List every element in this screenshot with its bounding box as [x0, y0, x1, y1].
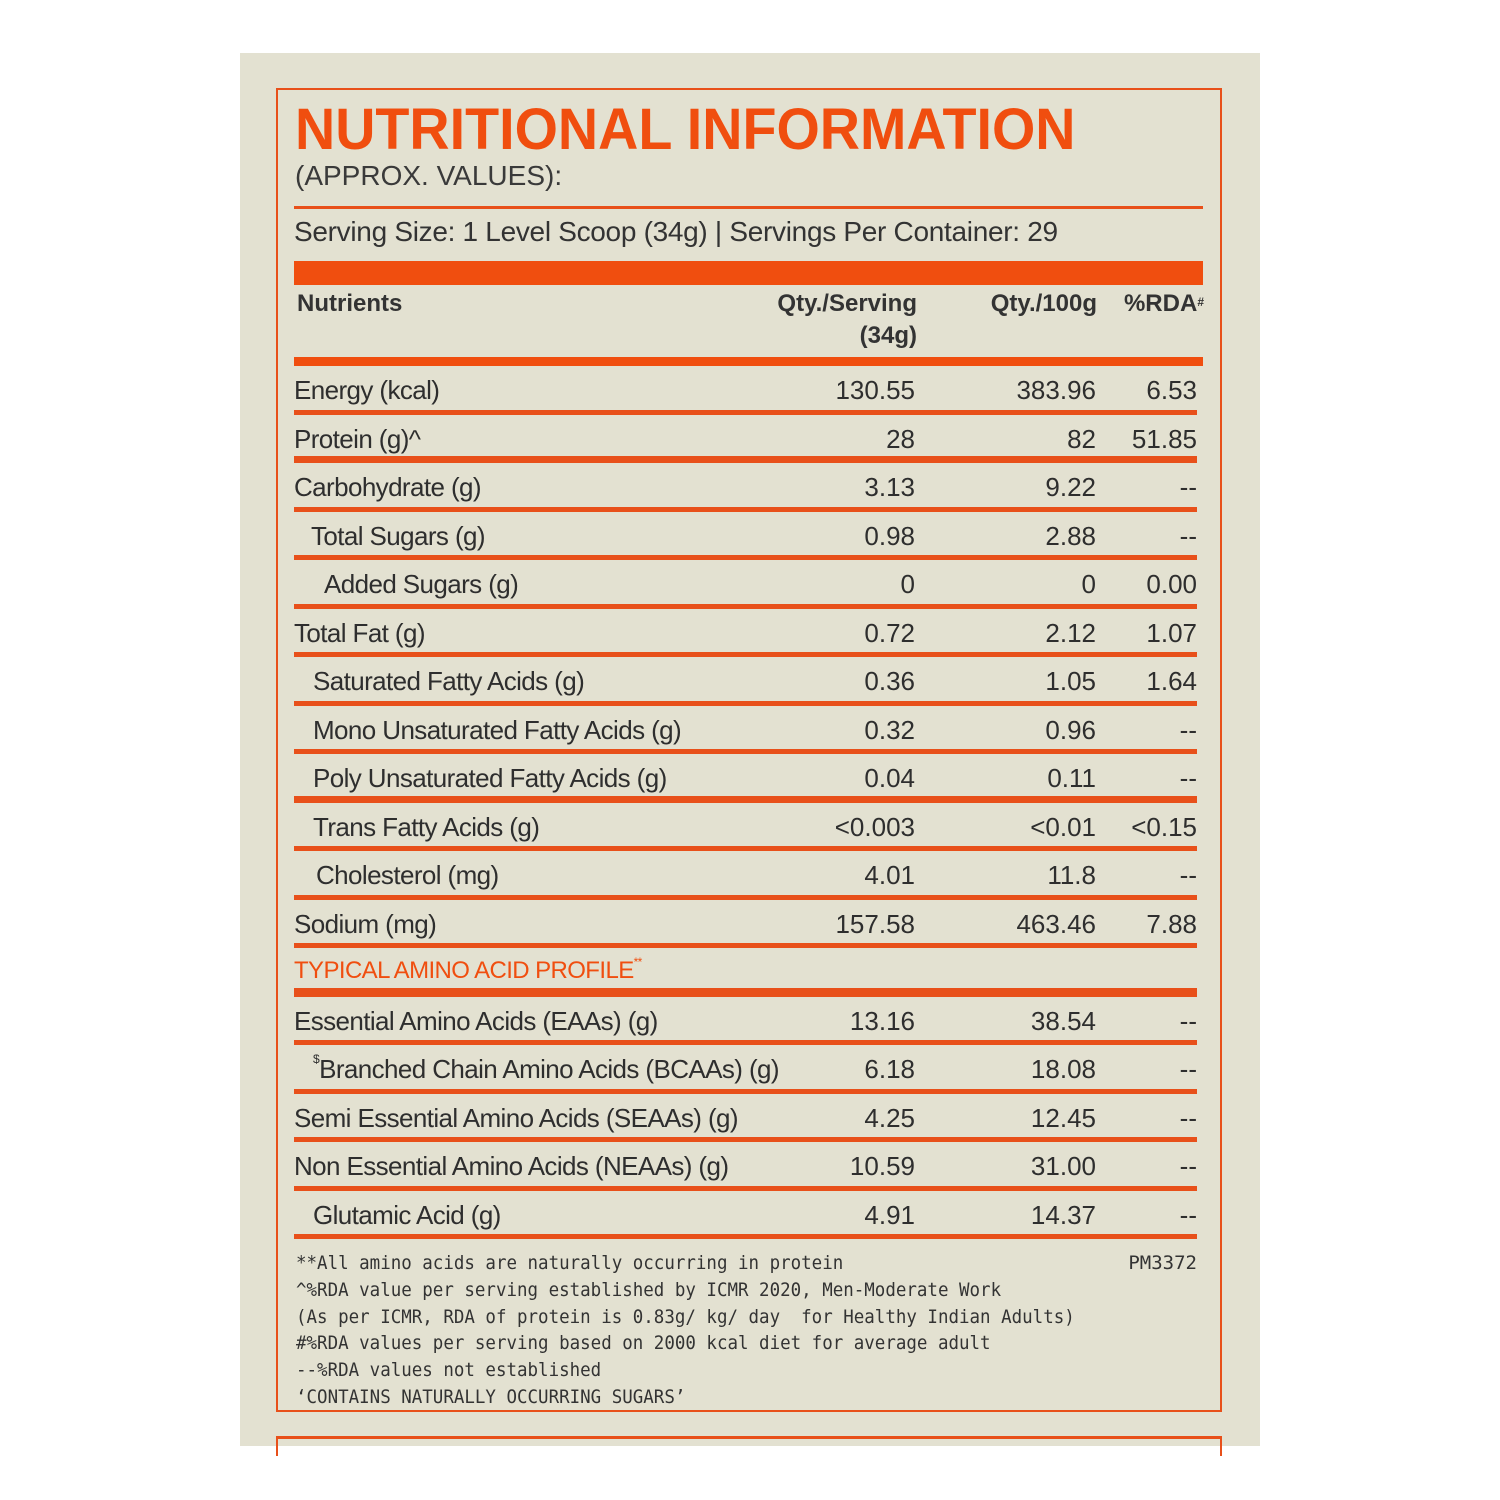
nutrient-name: Glutamic Acid (g): [313, 1199, 501, 1230]
rda-value: --: [1179, 1005, 1197, 1036]
next-section-border: [276, 1436, 1222, 1456]
footnote: #%RDA values per serving based on 2000 kcal diet for average adult: [296, 1332, 991, 1355]
per-serving-value: 130.55: [835, 375, 915, 405]
nutrient-name-text: Branched Chain Amino Acids (BCAAs) (g): [319, 1054, 779, 1084]
amino-title-mark: **: [633, 955, 642, 969]
amino-section-title: [294, 957, 642, 985]
table-row: [294, 900, 1197, 949]
table-row: [294, 609, 1197, 658]
per-serving-value: 4.25: [864, 1102, 915, 1133]
table-row: [294, 366, 1197, 415]
rda-value: 0.00: [1146, 569, 1197, 599]
per-100g-value: 38.54: [1030, 1005, 1096, 1036]
per-100g-value: <0.01: [1030, 811, 1096, 842]
nutrient-name: Saturated Fatty Acids (g): [313, 666, 585, 696]
table-row: [294, 803, 1197, 852]
nutrient-name: Energy (kcal): [294, 375, 440, 405]
rda-value: --: [1179, 1102, 1197, 1133]
table-row: [294, 997, 1197, 1046]
per-serving-value: 157.58: [835, 908, 915, 939]
rda-value: --: [1179, 520, 1197, 551]
table-row: [294, 560, 1197, 609]
table-row: [294, 754, 1197, 803]
product-code: PM3372: [1128, 1252, 1197, 1274]
rda-value: 6.53: [1146, 375, 1197, 405]
per-100g-value: 463.46: [1016, 908, 1096, 939]
header-qty-serving-sub: (34g): [859, 322, 917, 349]
divider: [294, 206, 1203, 209]
per-serving-value: 4.91: [864, 1199, 915, 1230]
per-100g-value: 9.22: [1045, 472, 1096, 502]
nutrient-name: [294, 1054, 779, 1085]
rda-value: --: [1179, 472, 1197, 502]
header-nutrients: Nutrients: [297, 290, 403, 317]
table-row: [294, 463, 1197, 512]
rda-value: 1.64: [1146, 666, 1197, 696]
rda-value: <0.15: [1131, 811, 1197, 842]
per-100g-value: 12.45: [1030, 1102, 1096, 1133]
header-bar: [294, 261, 1203, 285]
bcaa-mark: $: [313, 1052, 320, 1066]
per-serving-value: 0.72: [864, 617, 915, 648]
rda-value: --: [1179, 1054, 1197, 1084]
per-100g-value: 0.11: [1047, 763, 1096, 793]
nutrient-name: Trans Fatty Acids (g): [313, 811, 540, 842]
per-100g-value: 0: [1081, 569, 1096, 599]
footnote: ^%RDA value per serving established by ICMR 2020, Men-Moderate Work: [296, 1278, 1002, 1301]
per-100g-value: 2.88: [1045, 520, 1096, 551]
per-100g-value: 82: [1067, 423, 1096, 454]
rda-value: --: [1179, 860, 1197, 890]
table-row: [294, 1191, 1197, 1240]
table-row: [294, 512, 1197, 561]
rda-value: --: [1179, 1151, 1197, 1181]
header-divider: [294, 357, 1203, 366]
amino-title-text: TYPICAL AMINO ACID PROFILE: [294, 957, 634, 984]
serving-info: Serving Size: 1 Level Scoop (34g) | Servings Per Container: 29: [294, 216, 1058, 247]
header-qty-100g: Qty./100g: [990, 290, 1097, 317]
per-serving-value: 0.98: [864, 520, 915, 551]
table-row: [294, 415, 1197, 464]
rda-value: --: [1179, 1199, 1197, 1230]
per-serving-value: 3.13: [864, 472, 915, 502]
table-row: [294, 657, 1197, 706]
per-100g-value: 18.08: [1030, 1054, 1096, 1084]
per-serving-value: <0.003: [834, 811, 915, 842]
header-qty-serving-label: Qty./Serving: [777, 290, 917, 317]
per-serving-value: 6.18: [864, 1054, 915, 1084]
header-qty-serving: [777, 288, 917, 352]
table-header: [294, 288, 1206, 352]
footnotes: [296, 1250, 1075, 1411]
per-serving-value: 0.36: [864, 666, 915, 696]
table-row: [294, 1045, 1197, 1094]
table-row: [294, 851, 1197, 900]
per-serving-value: 10.59: [849, 1151, 915, 1181]
nutrient-name: Added Sugars (g): [324, 569, 519, 599]
header-rda-label: %RDA: [1123, 290, 1198, 317]
subtitle: (APPROX. VALUES):: [295, 160, 563, 191]
per-serving-value: 28: [886, 423, 915, 454]
footnote: ‘CONTAINS NATURALLY OCCURRING SUGARS’: [296, 1385, 686, 1408]
rda-value: 51.85: [1131, 423, 1197, 454]
page-title: NUTRITIONAL INFORMATION: [295, 97, 1076, 162]
per-serving-value: 13.16: [849, 1005, 915, 1036]
rda-value: 1.07: [1146, 617, 1197, 648]
table-row: [294, 706, 1197, 755]
nutrient-name: Total Sugars (g): [311, 520, 485, 551]
per-100g-value: 383.96: [1016, 375, 1096, 405]
rda-value: --: [1179, 763, 1197, 793]
per-100g-value: 31.00: [1030, 1151, 1096, 1181]
per-serving-value: 0.04: [864, 763, 915, 793]
nutrient-name: Essential Amino Acids (EAAs) (g): [294, 1005, 658, 1036]
per-100g-value: 11.8: [1047, 860, 1096, 890]
per-100g-value: 0.96: [1045, 714, 1096, 745]
rda-value: --: [1179, 714, 1197, 745]
rda-value: 7.88: [1146, 908, 1197, 939]
nutrient-name: Carbohydrate (g): [294, 472, 481, 502]
nutrient-name: Total Fat (g): [294, 617, 425, 648]
per-serving-value: 4.01: [864, 860, 915, 890]
amino-section-heading: [294, 948, 1197, 997]
footnote: **All amino acids are naturally occurring in protein: [296, 1252, 844, 1274]
nutrient-name: Semi Essential Amino Acids (SEAAs) (g): [294, 1102, 738, 1133]
nutrient-name: Poly Unsaturated Fatty Acids (g): [313, 763, 667, 793]
header-rda: [1124, 288, 1204, 320]
rda-mark: #: [1197, 295, 1204, 309]
nutrient-name: Non Essential Amino Acids (NEAAs) (g): [294, 1151, 729, 1181]
per-serving-value: 0: [900, 569, 915, 599]
per-100g-value: 1.05: [1045, 666, 1096, 696]
footnote: (As per ICMR, RDA of protein is 0.83g/ kg/ day for Healthy Indian Adults): [296, 1305, 1075, 1328]
nutrition-table: [294, 366, 1197, 1239]
nutrient-name: Mono Unsaturated Fatty Acids (g): [313, 714, 682, 745]
nutrient-name: Protein (g)^: [294, 423, 421, 454]
per-serving-value: 0.32: [864, 714, 915, 745]
nutrient-name: Cholesterol (mg): [316, 860, 499, 890]
table-row: [294, 1142, 1197, 1191]
table-row: [294, 1094, 1197, 1143]
footnote: --%RDA values not established: [296, 1359, 602, 1382]
per-100g-value: 2.12: [1045, 617, 1096, 648]
per-100g-value: 14.37: [1030, 1199, 1096, 1230]
nutrient-name: Sodium (mg): [294, 908, 437, 939]
